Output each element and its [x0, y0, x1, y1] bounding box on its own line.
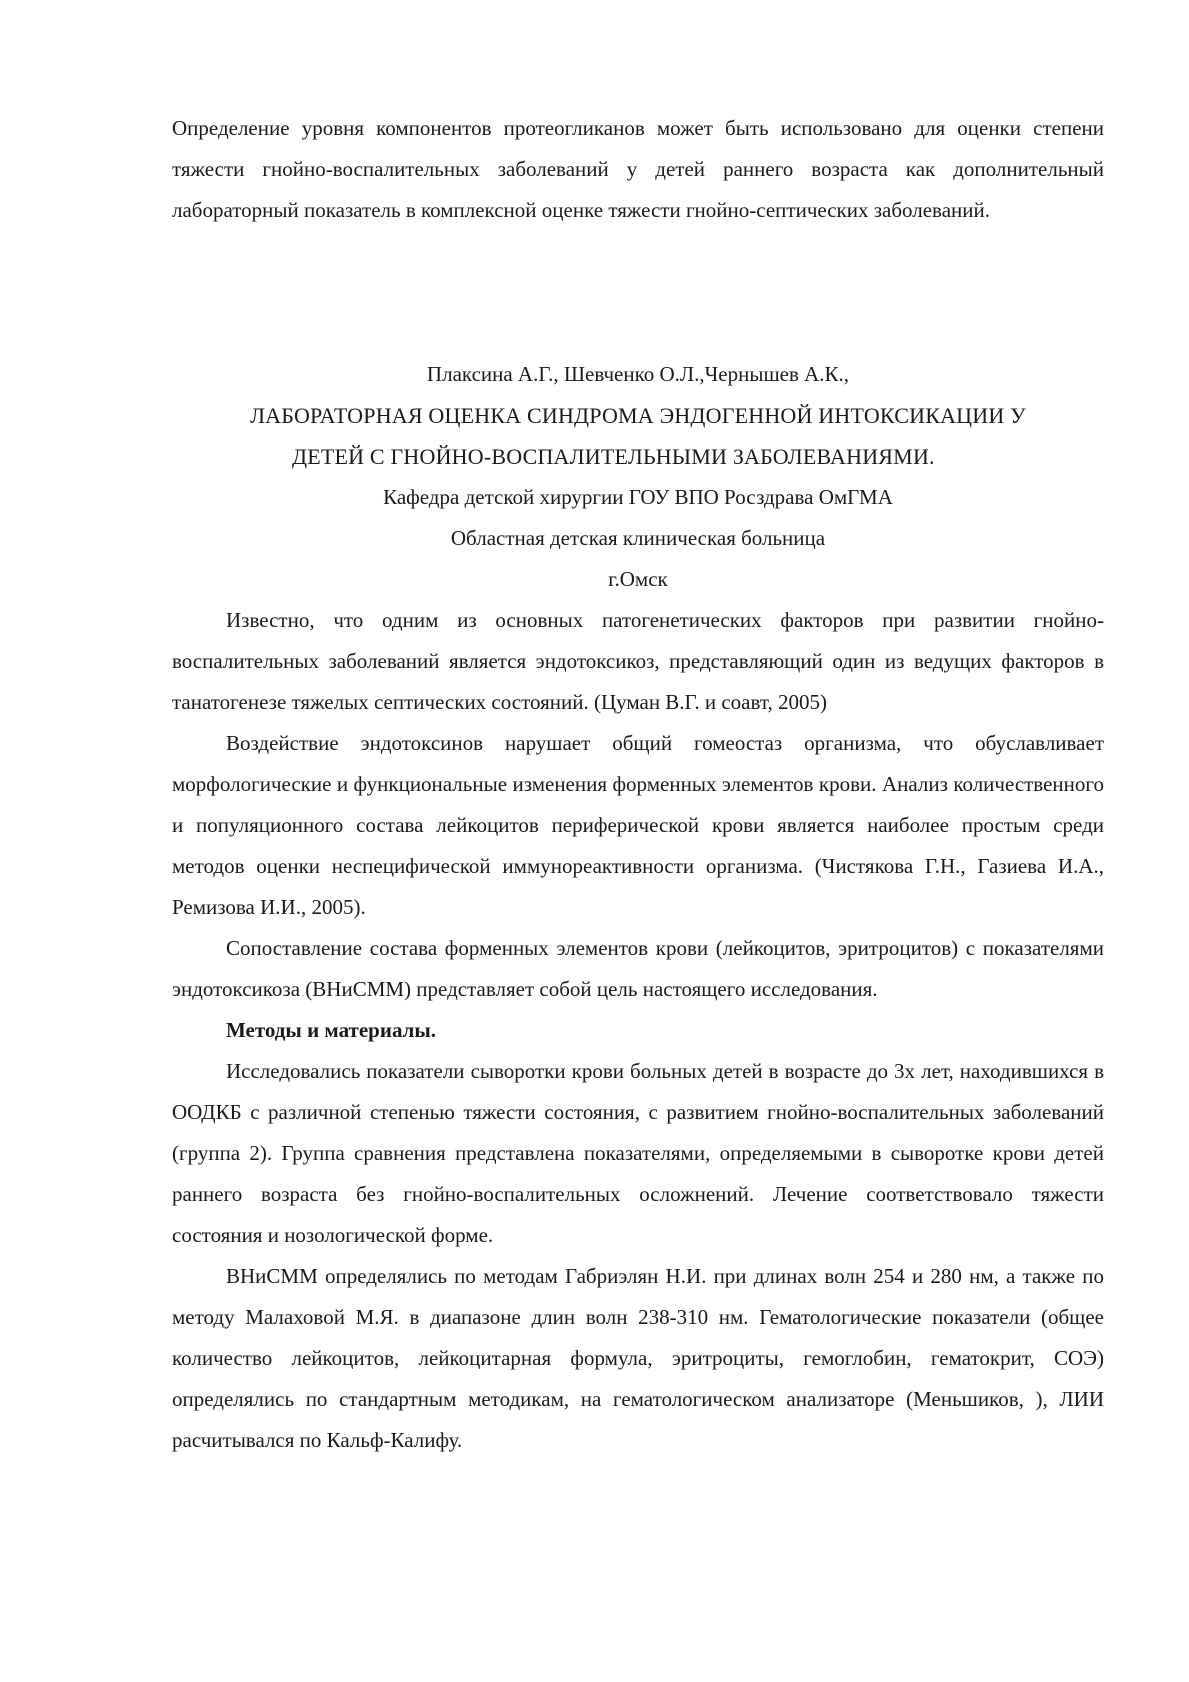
methods-heading: Методы и материалы. — [226, 1018, 437, 1042]
affiliation-department: Кафедра детской хирургии ГОУ ВПО Росздрава ОмГМА — [383, 485, 893, 509]
section-gap — [172, 231, 1104, 354]
affiliation-city: г.Омск — [608, 567, 668, 591]
document-page — [172, 108, 1104, 1461]
body-paragraph-2: Воздействие эндотоксинов нарушает общий гомеостаз организма, что обуславливает морфологические и функциональные изменения форменных элементов крови. Анализ количественного и популяционного состава лейкоцитов периферической крови является наиболее простым среди методов оценки неспецифической иммунореактивности организма. (Чистякова Г.Н., Газиева И.А., Ремизова И.И., 2005). — [172, 731, 1104, 919]
intro-paragraph: Определение уровня компонентов протеогликанов может быть использовано для оценки степени тяжести гнойно-воспалительных заболеваний у детей раннего возраста как дополнительный лабораторный показатель в комплексной оценке тяжести гнойно-септических заболеваний. — [172, 116, 1104, 222]
body-paragraph-4: Исследовались показатели сыворотки крови больных детей в возрасте до 3х лет, находившихся в ООДКБ с различной степенью тяжести состояния, с развитием гнойно-воспалительных заболеваний (группа 2). Группа сравнения представлена показателями, определяемыми в сыворотке крови детей раннего возраста без гнойно-воспалительных осложнений. Лечение соответствовало тяжести состояния и нозологической форме. — [172, 1059, 1104, 1247]
article-title-line-2: ДЕТЕЙ С ГНОЙНО-ВОСПАЛИТЕЛЬНЫМИ ЗАБОЛЕВАНИЯМИ. — [292, 444, 935, 469]
body-paragraph-1: Известно, что одним из основных патогенетических факторов при развитии гнойно-воспалительных заболеваний является эндотоксикоз, представляющий один из ведущих факторов в танатогенезе тяжелых септических состояний. (Цуман В.Г. и соавт, 2005) — [172, 608, 1104, 714]
body-paragraph-3: Сопоставление состава форменных элементов крови (лейкоцитов, эритроцитов) с показателями эндотоксикоза (ВНиСММ) представляет собой цель настоящего исследования. — [172, 936, 1104, 1001]
body-paragraph-5: ВНиСММ определялись по методам Габриэлян Н.И. при длинах волн 254 и 280 нм, а также по методу Малаховой М.Я. в диапазоне длин волн 238-310 нм. Гематологические показатели (общее количество лейкоцитов, лейкоцитарная формула, эритроциты, гемоглобин, гематокрит, СОЭ) определялись по стандартным методикам, на гематологическом анализаторе (Меньшиков, ), ЛИИ расчитывался по Кальф-Калифу. — [172, 1264, 1104, 1452]
affiliation-hospital: Областная детская клиническая больница — [450, 526, 826, 550]
article-title-line-1: ЛАБОРАТОРНАЯ ОЦЕНКА СИНДРОМА ЭНДОГЕННОЙ ИНТОКСИКАЦИИ У — [250, 403, 1026, 428]
article-authors: Плаксина А.Г., Шевченко О.Л.,Чернышев А.К., — [426, 362, 850, 386]
